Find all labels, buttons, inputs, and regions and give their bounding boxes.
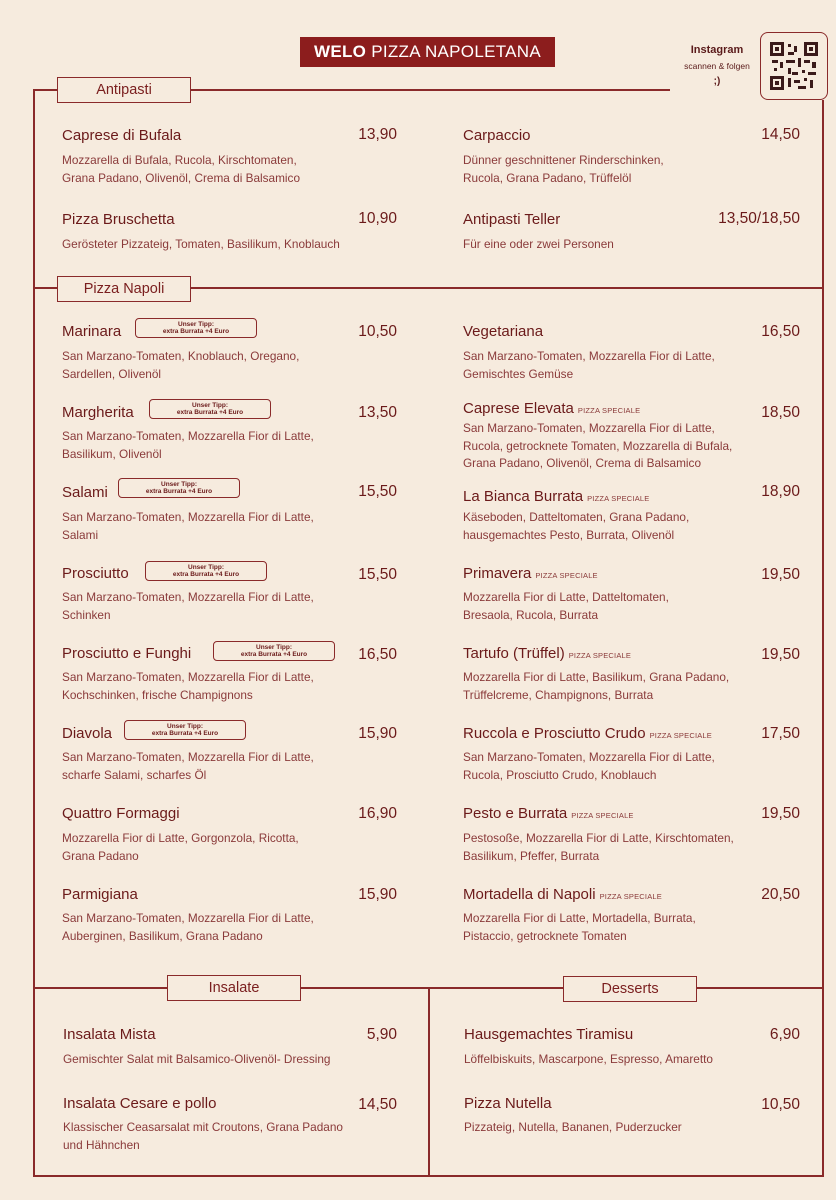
menu-item-name: Carpaccio	[463, 127, 531, 144]
desc-line: Rucola, Prosciutto Crudo, Knoblauch	[463, 767, 657, 782]
pizza-name: Parmigiana	[62, 886, 138, 903]
speciale-tag: PIZZA SPECIALE	[571, 811, 634, 820]
pizza-price: 16,50	[761, 323, 800, 340]
menu-item-price: 13,90	[358, 126, 397, 143]
desc-line: San Marzano-Tomaten, Mozzarella Fior di Latte,	[62, 670, 314, 684]
desc-line: Schinken	[62, 607, 111, 622]
desc-line: Trüffelcreme, Champignons, Burrata	[463, 687, 654, 702]
speciale-tag: PIZZA SPECIALE	[599, 892, 662, 901]
pizza-title: Vegetariana	[463, 323, 544, 340]
menu-title-banner	[300, 37, 555, 67]
brand-name: WELO	[313, 42, 367, 61]
speciale-tag: PIZZA SPECIALE	[587, 494, 650, 503]
pizza-name	[463, 488, 649, 505]
pizza-title: Tartufo (Trüffel)	[463, 645, 565, 662]
pizza-price: 19,50	[761, 805, 800, 822]
burrata-tip-badge	[149, 399, 271, 419]
desc-line: Dünner geschnittener Rinderschinken,	[463, 153, 664, 167]
menu-item-price: 14,50	[761, 126, 800, 143]
desc-line: San Marzano-Tomaten, Mozzarella Fior di Latte,	[463, 421, 715, 435]
tip-line: Unser Tipp:	[188, 563, 224, 571]
desc-line: Basilikum, Olivenöl	[62, 446, 162, 461]
desc-line: San Marzano-Tomaten, Mozzarella Fior di Latte,	[62, 510, 314, 524]
pizza-name	[463, 565, 598, 582]
pizza-title: Caprese Elevata	[463, 400, 574, 417]
desc-line: San Marzano-Tomaten, Mozzarella Fior di Latte,	[463, 349, 715, 363]
pizza-price: 18,50	[761, 404, 800, 421]
desc-line: Gemischtes Gemüse	[463, 366, 574, 381]
pizza-desc	[463, 749, 715, 784]
dessert-name: Pizza Nutella	[464, 1095, 552, 1112]
pizza-desc	[463, 509, 689, 544]
pizza-desc	[463, 589, 669, 624]
desc-line: Grana Padano, Olivenöl, Crema di Balsamico	[463, 456, 702, 470]
menu-item-desc	[62, 236, 340, 254]
desc-line: Mozzarella Fior di Latte, Datteltomaten,	[463, 590, 669, 604]
menu-item-price: 10,90	[358, 210, 397, 227]
dessert-desc	[464, 1051, 713, 1069]
pizza-price: 15,90	[358, 886, 397, 903]
desc-line: San Marzano-Tomaten, Mozzarella Fior di Latte,	[62, 750, 314, 764]
pizza-title: La Bianca Burrata	[463, 488, 584, 505]
instagram-smiley: ;)	[713, 76, 721, 87]
pizza-title: Primavera	[463, 565, 532, 582]
menu-item-desc	[463, 236, 614, 254]
pizza-name: Quattro Formaggi	[62, 805, 180, 822]
tip-line: Unser Tipp:	[178, 320, 214, 328]
pizza-price: 10,50	[358, 323, 397, 340]
pizza-price: 16,90	[358, 805, 397, 822]
desc-line: Klassischer Ceasarsalat mit Croutons, Grana Padano	[63, 1120, 343, 1134]
desc-line: Pizzateig, Nutella, Bananen, Puderzucker	[464, 1120, 682, 1134]
pizza-price: 15,50	[358, 566, 397, 583]
tip-line: extra Burrata +4 Euro	[240, 651, 308, 658]
pizza-name	[463, 323, 543, 340]
tip-line: extra Burrata +4 Euro	[162, 328, 230, 335]
pizza-desc	[62, 348, 299, 383]
tip-line: Unser Tipp:	[256, 643, 292, 651]
salad-desc	[63, 1051, 330, 1069]
menu-item-name: Caprese di Bufala	[62, 127, 182, 144]
pizza-name: Diavola	[62, 725, 113, 742]
desc-line: Mozzarella Fior di Latte, Gorgonzola, Ricotta,	[62, 831, 299, 845]
pizza-name	[463, 725, 712, 742]
salad-name: Insalata Cesare e pollo	[63, 1095, 217, 1112]
pizza-desc	[62, 428, 314, 463]
desc-line: Bresaola, Rucola, Burrata	[463, 607, 599, 622]
desc-line: Löffelbiskuits, Mascarpone, Espresso, Amaretto	[464, 1052, 713, 1066]
divider-vertical-bottom	[428, 987, 430, 1176]
salad-price: 5,90	[366, 1026, 397, 1043]
desc-line: Rucola, Grana Padano, Trüffelöl	[463, 170, 632, 185]
desc-line: San Marzano-Tomaten, Knoblauch, Oregano,	[62, 349, 300, 363]
instagram-sub: scannen & folgen	[684, 61, 750, 71]
pizza-price: 15,50	[358, 483, 397, 500]
desc-line: San Marzano-Tomaten, Mozzarella Fior di Latte,	[463, 750, 715, 764]
pizza-desc	[463, 910, 696, 945]
desc-line: Gemischter Salat mit Balsamico-Olivenöl- Dressing	[63, 1052, 331, 1066]
pizza-desc	[62, 589, 314, 624]
pizza-name	[463, 886, 662, 903]
pizza-name: Prosciutto	[62, 565, 129, 582]
desc-line: Basilikum, Pfeffer, Burrata	[463, 848, 600, 863]
pizza-price: 19,50	[761, 566, 800, 583]
instagram-label: Instagram	[690, 44, 744, 56]
desc-line: Rucola, getrocknete Tomaten, Mozzarella di Bufala,	[463, 438, 733, 453]
pizza-name	[463, 805, 634, 822]
section-label-antipasti: Antipasti	[57, 77, 191, 103]
menu-item-name: Pizza Bruschetta	[62, 211, 175, 228]
burrata-tip-badge	[213, 641, 335, 661]
instagram-callout	[676, 44, 758, 87]
salad-desc	[63, 1119, 343, 1154]
desc-line: hausgemachtes Pesto, Burrata, Olivenöl	[463, 527, 675, 542]
dessert-price: 6,90	[769, 1026, 800, 1043]
pizza-price: 13,50	[358, 404, 397, 421]
burrata-tip-badge	[145, 561, 267, 581]
desc-line: San Marzano-Tomaten, Mozzarella Fior di Latte,	[62, 429, 314, 443]
section-label-desserts: Desserts	[563, 976, 697, 1002]
desc-line: Pistaccio, getrocknete Tomaten	[463, 928, 627, 943]
pizza-desc	[463, 669, 729, 704]
speciale-tag: PIZZA SPECIALE	[568, 651, 632, 660]
section-label-insalate: Insalate	[167, 975, 301, 1001]
qr-code-icon[interactable]	[760, 32, 828, 100]
burrata-tip-badge	[124, 720, 246, 740]
pizza-name: Margherita	[62, 404, 134, 421]
frame-left	[33, 89, 35, 1176]
speciale-tag: PIZZA SPECIALE	[577, 406, 641, 415]
menu-item-price: 13,50/18,50	[718, 210, 800, 227]
menu-item-name: Antipasti Teller	[463, 211, 561, 228]
desc-line: Gerösteter Pizzateig, Tomaten, Basilikum, Knoblauch	[62, 237, 340, 251]
pizza-desc	[62, 910, 314, 945]
tip-line: Unser Tipp:	[167, 722, 203, 730]
desc-line: Sardellen, Olivenöl	[62, 366, 162, 381]
pizza-desc	[62, 749, 314, 784]
pizza-price: 18,90	[761, 483, 800, 500]
pizza-name	[463, 400, 640, 417]
desc-line: Pestosoße, Mozzarella Fior di Latte, Kirschtomaten,	[463, 831, 734, 845]
pizza-price: 19,50	[761, 646, 800, 663]
desc-line: Auberginen, Basilikum, Grana Padano	[62, 928, 263, 943]
desc-line: Für eine oder zwei Personen	[463, 237, 614, 251]
desc-line: Mozzarella di Bufala, Rucola, Kirschtomaten,	[62, 153, 297, 167]
pizza-name: Marinara	[62, 323, 122, 340]
desc-line: und Hähnchen	[63, 1137, 140, 1152]
pizza-price: 15,90	[358, 725, 397, 742]
pizza-name: Salami	[62, 484, 108, 501]
desc-line: San Marzano-Tomaten, Mozzarella Fior di Latte,	[62, 590, 314, 604]
pizza-price: 16,50	[358, 646, 397, 663]
desc-line: Grana Padano	[62, 848, 139, 863]
tip-line: extra Burrata +4 Euro	[176, 409, 244, 416]
burrata-tip-badge	[118, 478, 240, 498]
desc-line: Kochschinken, frische Champignons	[62, 687, 253, 702]
salad-name: Insalata Mista	[63, 1026, 156, 1043]
pizza-desc	[62, 669, 314, 704]
desc-line: scharfe Salami, scharfes Öl	[62, 767, 207, 782]
pizza-desc	[463, 830, 734, 865]
pizza-desc	[62, 830, 299, 865]
tip-line: extra Burrata +4 Euro	[145, 488, 213, 495]
speciale-tag: PIZZA SPECIALE	[649, 731, 712, 740]
desc-line: San Marzano-Tomaten, Mozzarella Fior di Latte,	[62, 911, 314, 925]
speciale-tag: PIZZA SPECIALE	[535, 571, 598, 580]
tip-line: extra Burrata +4 Euro	[151, 730, 219, 737]
desc-line: Grana Padano, Olivenöl, Crema di Balsamico	[62, 170, 301, 185]
pizza-name: Prosciutto e Funghi	[62, 645, 192, 662]
brand-subtitle: PIZZA NAPOLETANA	[371, 42, 541, 61]
desc-line: Käseboden, Datteltomaten, Grana Padano,	[463, 510, 690, 524]
salad-price: 14,50	[358, 1096, 397, 1113]
dessert-name: Hausgemachtes Tiramisu	[464, 1026, 634, 1043]
dessert-desc	[464, 1119, 682, 1137]
dessert-price: 10,50	[761, 1096, 800, 1113]
section-label-pizza: Pizza Napoli	[57, 276, 191, 302]
pizza-title: Mortadella di Napoli	[463, 886, 596, 903]
tip-line: extra Burrata +4 Euro	[172, 571, 240, 578]
pizza-price: 20,50	[761, 886, 800, 903]
pizza-desc	[463, 348, 715, 383]
menu-item-desc	[463, 152, 664, 187]
tip-line: Unser Tipp:	[161, 480, 197, 488]
pizza-name	[463, 645, 631, 662]
burrata-tip-badge	[135, 318, 257, 338]
desc-line: Salami	[62, 527, 99, 542]
desc-line: Mozzarella Fior di Latte, Basilikum, Grana Padano,	[463, 670, 730, 684]
pizza-desc	[62, 509, 314, 544]
pizza-price: 17,50	[761, 725, 800, 742]
menu-item-desc	[62, 152, 300, 187]
frame-right	[822, 100, 824, 1176]
pizza-desc	[463, 420, 732, 473]
pizza-title: Pesto e Burrata	[463, 805, 568, 822]
desc-line: Mozzarella Fior di Latte, Mortadella, Burrata,	[463, 911, 696, 925]
tip-line: Unser Tipp:	[192, 401, 228, 409]
pizza-title: Ruccola e Prosciutto Crudo	[463, 725, 646, 742]
